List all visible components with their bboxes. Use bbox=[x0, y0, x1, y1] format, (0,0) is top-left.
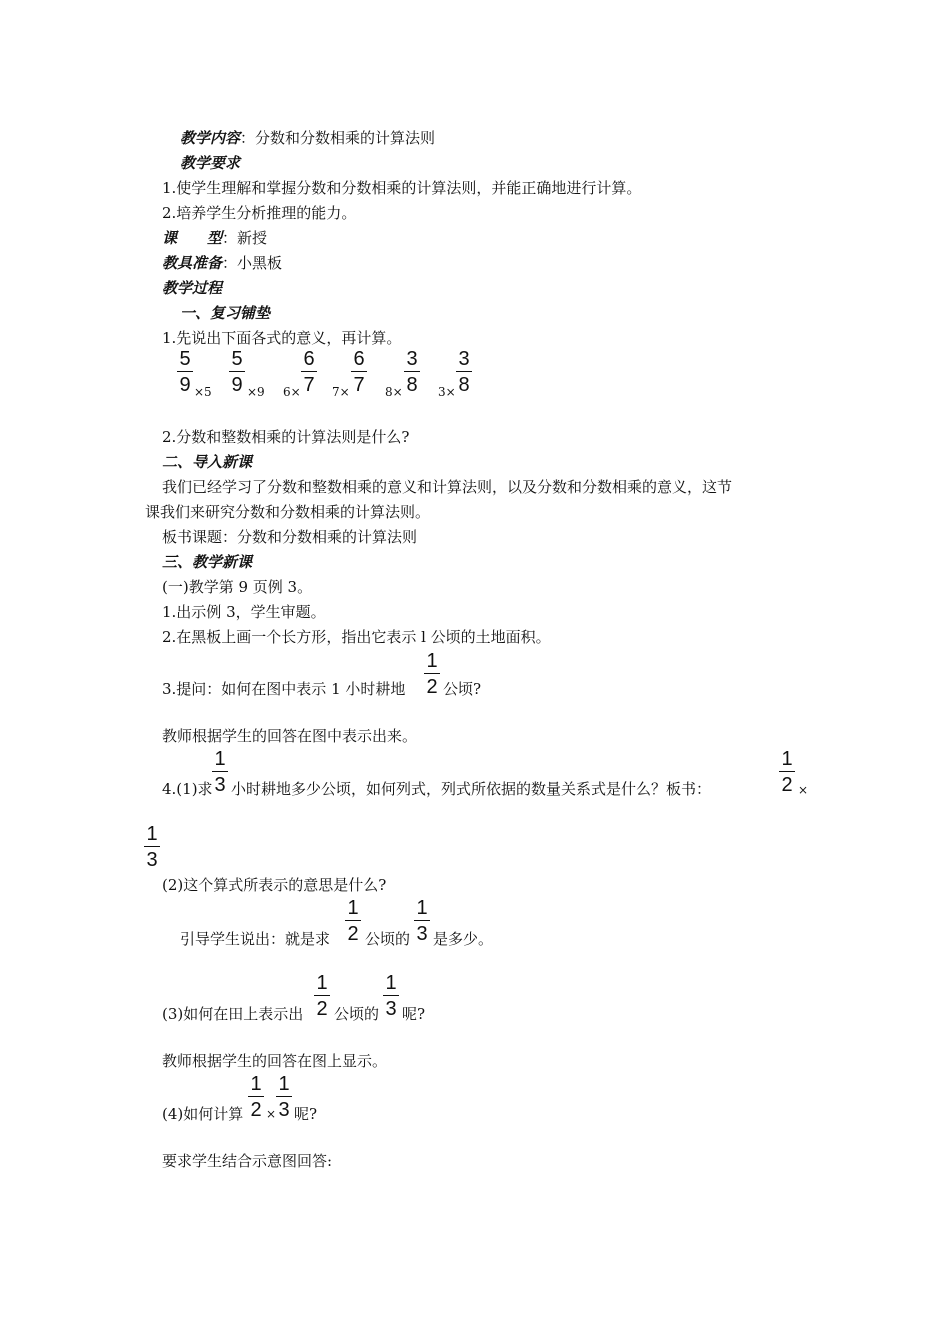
fraction-one-half bbox=[424, 650, 440, 698]
requirement-1: 1.使学生理解和掌握分数和分数相乘的计算法则，并能正确地进行计算。 bbox=[162, 179, 642, 197]
fraction-bar bbox=[404, 371, 420, 372]
denominator: 3 bbox=[278, 1099, 290, 1121]
exercise-4-denominator: 7 bbox=[353, 374, 365, 396]
requirement-2: 2.培养学生分析推理的能力。 bbox=[162, 204, 357, 222]
exercise-1-fraction bbox=[177, 348, 193, 396]
step-4-pre: 4.(1)求 bbox=[162, 780, 213, 798]
denominator: 3 bbox=[146, 849, 158, 871]
review-question-1: 1.先说出下面各式的意义，再计算。 bbox=[162, 329, 402, 347]
board-title: 板书课题：分数和分数相乘的计算法则 bbox=[162, 528, 418, 546]
step-4-2: (2)这个算式所表示的意思是什么? bbox=[162, 876, 387, 894]
step-4-3-post: 呢? bbox=[402, 1005, 426, 1023]
numerator: 1 bbox=[146, 823, 158, 845]
exercise-2-denominator: 9 bbox=[231, 374, 243, 396]
tools-label: 教具准备 bbox=[162, 254, 223, 272]
denominator: 2 bbox=[347, 923, 359, 945]
denominator: 3 bbox=[214, 774, 226, 796]
step-2: 2.在黑板上画一个长方形，指出它表示 l 公顷的土地面积。 bbox=[162, 628, 551, 646]
review-question-2: 2.分数和整数相乘的计算法则是什么? bbox=[162, 428, 410, 446]
numerator: 1 bbox=[781, 748, 793, 770]
content-label: 教学内容 bbox=[180, 129, 241, 147]
exercise-1-numerator: 5 bbox=[179, 348, 191, 370]
fraction-one-third bbox=[144, 823, 160, 871]
fraction-bar bbox=[456, 371, 472, 372]
fraction-one-half bbox=[314, 972, 330, 1020]
numerator: 1 bbox=[416, 897, 428, 919]
fraction-bar bbox=[314, 995, 330, 996]
fraction-bar bbox=[345, 920, 361, 921]
step-3-post: 公顷? bbox=[443, 680, 482, 698]
step-4-4-pre: (4)如何计算 bbox=[162, 1105, 244, 1123]
guide-mid: 公顷的 bbox=[365, 930, 411, 948]
exercise-3-numerator: 6 bbox=[303, 348, 315, 370]
step-1: 1.出示例 3，学生审题。 bbox=[162, 603, 326, 621]
numerator: 1 bbox=[250, 1073, 262, 1095]
guide-pre: 引导学生说出：就是求 bbox=[180, 930, 331, 948]
times-sign: × bbox=[266, 1107, 277, 1121]
exercise-2-operator: ×9 bbox=[247, 385, 265, 399]
fraction-bar bbox=[144, 846, 160, 847]
fraction-one-third bbox=[414, 897, 430, 945]
fraction-one-half bbox=[248, 1073, 264, 1121]
denominator: 2 bbox=[781, 774, 793, 796]
exercise-5-fraction bbox=[404, 348, 420, 396]
exercise-1-operator: ×5 bbox=[194, 385, 212, 399]
fraction-bar bbox=[248, 1096, 264, 1097]
exercise-4-numerator: 6 bbox=[353, 348, 365, 370]
exercise-4-fraction bbox=[351, 348, 367, 396]
numerator: 1 bbox=[278, 1073, 290, 1095]
denominator: 3 bbox=[416, 923, 428, 945]
exercise-5-denominator: 8 bbox=[406, 374, 418, 396]
fraction-bar bbox=[779, 771, 795, 772]
fraction-one-half bbox=[779, 748, 795, 796]
fraction-one-half bbox=[345, 897, 361, 945]
fraction-bar bbox=[276, 1096, 292, 1097]
fraction-bar bbox=[383, 995, 399, 996]
denominator: 2 bbox=[250, 1099, 262, 1121]
guide-post: 是多少。 bbox=[433, 930, 494, 948]
denominator: 2 bbox=[426, 676, 438, 698]
exercise-6-fraction bbox=[456, 348, 472, 396]
fraction-bar bbox=[301, 371, 317, 372]
fraction-bar bbox=[424, 673, 440, 674]
fraction-bar bbox=[351, 371, 367, 372]
exercise-3-operator: 6× bbox=[283, 385, 301, 399]
tools-line bbox=[162, 253, 282, 273]
type-line bbox=[162, 228, 267, 248]
denominator: 2 bbox=[316, 998, 328, 1020]
fraction-bar bbox=[414, 920, 430, 921]
fraction-bar bbox=[212, 771, 228, 772]
intro-heading: 二、导入新课 bbox=[162, 453, 253, 471]
fraction-one-third bbox=[276, 1073, 292, 1121]
new-heading: 三、教学新课 bbox=[162, 553, 253, 571]
numerator: 1 bbox=[214, 748, 226, 770]
exercise-3-denominator: 7 bbox=[303, 374, 315, 396]
step-4-3-mid: 公顷的 bbox=[334, 1005, 380, 1023]
tools-value: ：小黑板 bbox=[222, 254, 283, 272]
exercise-1-denominator: 9 bbox=[179, 374, 191, 396]
process-heading: 教学过程 bbox=[162, 279, 223, 297]
exercise-4-operator: 7× bbox=[332, 385, 350, 399]
review-heading: 一、复习铺垫 bbox=[180, 304, 271, 322]
step-example: (一)教学第 9 页例 3。 bbox=[162, 578, 313, 596]
intro-paragraph-line-1: 我们已经学习了分数和整数相乘的意义和计算法则，以及分数和分数相乘的意义，这节 bbox=[162, 478, 733, 496]
exercise-5-numerator: 3 bbox=[406, 348, 418, 370]
numerator: 1 bbox=[316, 972, 328, 994]
exercise-2-numerator: 5 bbox=[231, 348, 243, 370]
final-instruction: 要求学生结合示意图回答: bbox=[162, 1152, 333, 1170]
exercise-6-denominator: 8 bbox=[458, 374, 470, 396]
teacher-note-2: 教师根据学生的回答在图上显示。 bbox=[162, 1052, 388, 1070]
content-line bbox=[180, 128, 435, 148]
numerator: 1 bbox=[426, 650, 438, 672]
exercise-6-numerator: 3 bbox=[458, 348, 470, 370]
content-value: ：分数和分数相乘的计算法则 bbox=[240, 129, 436, 147]
step-4-mid: 小时耕地多少公顷，如何列式，列式所依据的数量关系式是什么？板书： bbox=[231, 780, 712, 798]
fraction-bar bbox=[229, 371, 245, 372]
exercise-6-operator: 3× bbox=[438, 385, 456, 399]
step-4-4-post: 呢? bbox=[294, 1105, 318, 1123]
type-label: 课 型 bbox=[162, 229, 223, 247]
fraction-one-third bbox=[383, 972, 399, 1020]
fraction-one-third bbox=[212, 748, 228, 796]
times-sign: × bbox=[798, 783, 809, 797]
numerator: 1 bbox=[385, 972, 397, 994]
type-value: ：新授 bbox=[222, 229, 268, 247]
step-3-pre: 3.提问：如何在图中表示 1 小时耕地 bbox=[162, 680, 406, 698]
step-4-3-pre: (3)如何在田上表示出 bbox=[162, 1005, 304, 1023]
requirements-heading: 教学要求 bbox=[180, 154, 241, 172]
numerator: 1 bbox=[347, 897, 359, 919]
teacher-note-1: 教师根据学生的回答在图中表示出来。 bbox=[162, 727, 418, 745]
exercise-5-operator: 8× bbox=[385, 385, 403, 399]
denominator: 3 bbox=[385, 998, 397, 1020]
exercise-2-fraction bbox=[229, 348, 245, 396]
intro-paragraph-line-2: 课我们来研究分数和分数相乘的计算法则。 bbox=[145, 503, 431, 521]
exercise-3-fraction bbox=[301, 348, 317, 396]
fraction-bar bbox=[177, 371, 193, 372]
